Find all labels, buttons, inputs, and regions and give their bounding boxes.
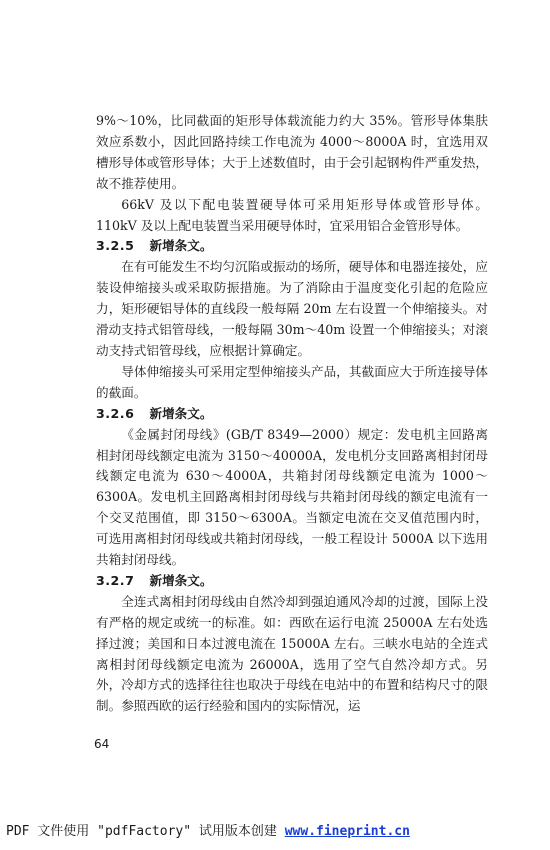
section-heading: [96, 236, 488, 257]
body-paragraph: 《金属封闭母线》(GB/T 8349—2000）规定：发电机主回路离相封闭母线额定电流为 3150～40000A，发电机分支回路离相封闭母线额定电流为 630～4000A，共箱封闭母线额定电流为 1000～6300A。发电机主回路离相封闭母线与共箱封闭母线的额定电流有一个交叉范围值，即 3150～6300A。当额定电流在交叉值范围内时，可选用离相封闭母线或共箱封闭母线，一般工程设计 5000A 以下选用共箱封闭母线。: [96, 426, 488, 568]
body-paragraph: 9%～10%，比同截面的矩形导体载流能力约大 35%。管形导体集肤效应系数小，因此回路持续工作电流为 4000～8000A 时，宜选用双槽形导体或管形导体；大于上述数值时，由于会引起钢构件严重发热，故不推荐使用。: [96, 113, 488, 191]
section-number: 3.2.5: [96, 238, 135, 254]
section-number: 3.2.7: [96, 572, 135, 588]
body-paragraph: 导体伸缩接头可采用定型伸缩接头产品，其截面应大于所连接导体的截面。: [96, 363, 488, 400]
body-paragraph: 全连式离相封闭母线由自然冷却到强迫通风冷却的过渡，国际上没有严格的规定或统一的标准。如：西欧在运行电流 25000A 左右处选择过渡；美国和日本过渡电流在 15000A 左右。三峡水电站的全连式离相封闭母线额定电流为 26000A，选用了空气自然冷却方式。另外，冷却方式的选择往往也取决于母线在电站中的布置和结构尺寸的限制。参照西欧的运行经验和国内的实际情况，运: [96, 593, 488, 714]
section-title: 新增条文。: [149, 405, 213, 421]
pdf-footer: [6, 820, 546, 839]
body-paragraph: 66kV 及以下配电装置硬导体可采用矩形导体或管形导体。110kV 及以上配电装置当采用硬导体时，宜采用铝合金管形导体。: [96, 196, 488, 233]
section-number: 3.2.6: [96, 405, 135, 421]
section-title: 新增条文。: [149, 238, 213, 254]
section-heading: [96, 404, 488, 425]
page-body: [96, 111, 488, 717]
body-paragraph: 在有可能发生不均匀沉陷或振动的场所，硬导体和电器连接处，应装设伸缩接头或采取防振措施。为了消除由于温度变化引起的危险应力，矩形硬铝导体的直线段一般每隔 20m 左右设置一个伸缩接头。对滑动支持式铝管母线，一般每隔 30m～40m 设置一个伸缩接头；对滚动支持式铝管母线，应根据计算确定。: [96, 259, 488, 358]
footer-text: PDF 文件使用 "pdfFactory" 试用版本创建: [6, 824, 285, 839]
section-heading: [96, 571, 488, 592]
section-title: 新增条文。: [149, 572, 213, 588]
page-number: 64: [94, 737, 110, 751]
footer-link[interactable]: www.fineprint.cn: [284, 824, 410, 839]
